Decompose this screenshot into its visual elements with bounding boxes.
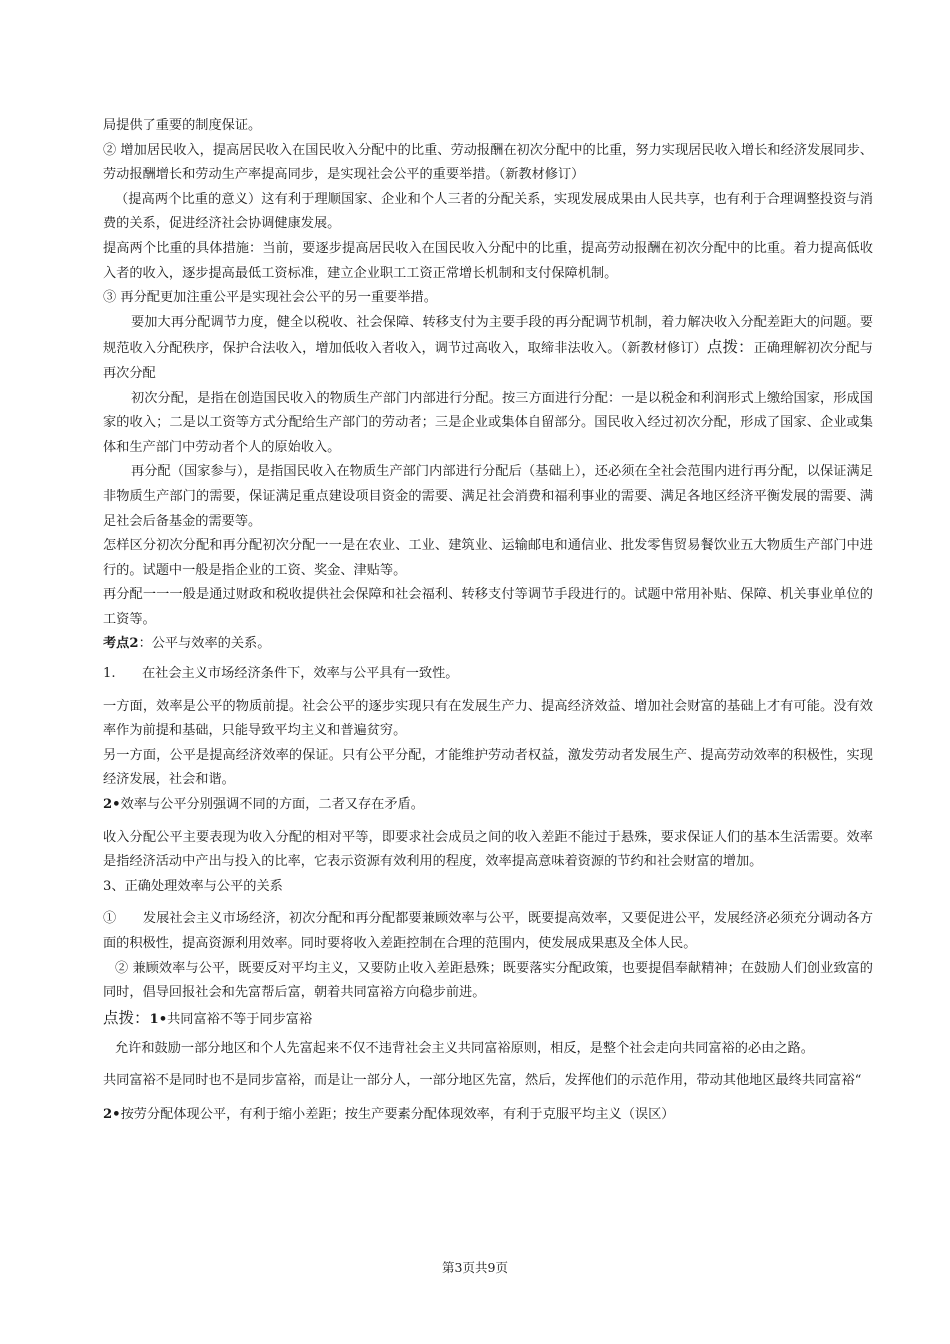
page-number-footer: 第3页共9页 <box>442 1260 508 1275</box>
hint-heading-common-prosperity <box>103 1006 873 1033</box>
paragraph-distinguish-secondary: 再分配一一一般是通过财政和税收提供社会保障和社会福利、转移支付等调节手段进行的。试题中常用补贴、保障、机关事业单位的工资等。 <box>103 587 873 627</box>
paragraph-balance-two: ② 兼顾效率与公平，既要反对平均主义，又要防止收入差距悬殊；既要落实分配政策，也要提倡奉献精神；在鼓励人们创业致富的同时，倡导回报社会和先富帮后富，朝着共同富裕方向稳步前进。 <box>103 960 873 1001</box>
paragraph-two-ratios-meaning: （提高两个比重的意义）这有利于理顺国家、企业和个人三者的分配关系，实现发展成果由人民共享，也有利于合理调整投资与消费的关系，促进经济社会协调健康发展。 <box>103 191 873 232</box>
hint-label: 点拨： <box>706 338 754 357</box>
paragraph-secondary-distribution: 再分配（国家参与），是指国民收入在物质生产部门内部进行分配后（基础上），还必须在全社会范围内进行再分配，以保证满足非物质生产部门的需要，保证满足重点建设项目资金的需要、满足社会消费和福利事业的需要、满足各地区经济平衡发展的需要、满足社会后备基金的需要等。 <box>103 464 873 529</box>
paragraph-primary-distribution: 初次分配，是指在创造国民收入的物质生产部门内部进行分配。按三方面进行分配：一是以税金和利润形式上缴给国家，形成国家的收入；二是以工资等方式分配给生产部门的劳动者；三是企业或集体自留部分。国民收入经过初次分配，形成了国家、企业或集体和生产部门中劳动者个人的原始收入。 <box>103 390 873 455</box>
paragraph-consistency: 1. 在社会主义市场经济条件下，效率与公平具有一致性。 <box>103 666 459 682</box>
paragraph-fairness-definition: 收入分配公平主要表现为收入分配的相对平等，即要求社会成员之间的收入差距不能过于悬殊，要求保证人们的基本生活需要。效率是指经济活动中产出与投入的比率，它表示资源有效利用的程度，效率提高意味着资源的节约和社会财富的增加。 <box>103 829 873 870</box>
paragraph-increase-income: ② 增加居民收入，提高居民收入在国民收入分配中的比重、劳动报酬在初次分配中的比重，努力实现居民收入增长和经济发展同步、劳动报酬增长和劳动生产率提高同步，是实现社会公平的重要举措。（新教材修订） <box>103 142 873 183</box>
document-body <box>103 114 873 1128</box>
paragraph-redistribution: ③ 再分配更加注重公平是实现社会公平的另一重要举措。 <box>103 290 437 306</box>
paragraph-redistribution-details <box>103 311 873 387</box>
paragraph-balance-one: ① 发展社会主义市场经济，初次分配和再分配都要兼顾效率与公平，既要提高效率，又要促进公平，发展经济必须充分调动各方面的积极性，提高资源利用效率。同时要将收入差距控制在合理的范围内，使发展成果惠及全体人民。 <box>103 911 873 951</box>
section-heading-handle-relation: 3、正确处理效率与公平的关系 <box>103 878 283 894</box>
paragraph-efficiency-premise: 一方面，效率是公平的物质前提。社会公平的逐步实现只有在发展生产力、提高经济效益、增加社会财富的基础上才有可能。没有效率作为前提和基础，只能导致平均主义和普遍贫穷。 <box>103 698 873 739</box>
item-text: 共同富裕不等于同步富裕 <box>167 1011 313 1027</box>
item-number: 2• <box>103 797 121 813</box>
point-label: 考点2 <box>103 636 139 652</box>
paragraph-contradiction <box>103 793 873 818</box>
point-title: ：公平与效率的关系。 <box>138 636 271 652</box>
paragraph-not-synchronous: 共同富裕不是同时也不是同步富裕，而是让一部分人，一部分地区先富，然后，发挥他们的示范作用，带动其他地区最终共同富裕“ <box>103 1072 862 1088</box>
section-heading-point2 <box>103 632 873 657</box>
item-number: 2• <box>103 1106 121 1122</box>
paragraph-misconception <box>103 1103 873 1128</box>
paragraph-intro: 局提供了重要的制度保证。 <box>103 118 262 133</box>
paragraph-allow-first-rich: 允许和鼓励一部分地区和个人先富起来不仅不违背社会主义共同富裕原则，相反，是整个社会走向共同富裕的必由之路。 <box>115 1041 814 1057</box>
item-text: 按劳分配体现公平，有利于缩小差距；按生产要素分配体现效率，有利于克服平均主义（误区） <box>120 1106 675 1122</box>
paragraph-fairness-guarantee: 另一方面，公平是提高经济效率的保证。只有公平分配，才能维护劳动者权益，激发劳动者发展生产、提高劳动效率的积极性，实现经济发展，社会和谐。 <box>103 747 873 788</box>
paragraph-two-ratios-measures: 提高两个比重的具体措施：当前，要逐步提高居民收入在国民收入分配中的比重，提高劳动报酬在初次分配中的比重。着力提高低收入者的收入，逐步提高最低工资标准，建立企业职工工资正常增长机制和支付保障机制。 <box>103 240 873 281</box>
paragraph-distinguish-primary: 怎样区分初次分配和再分配初次分配一一是在农业、工业、建筑业、运输邮电和通信业、批发零售贸易餐饮业五大物质生产部门中进行的。试题中一般是指企业的工资、奖金、津贴等。 <box>103 538 873 578</box>
hint-text: 正确理解初次分配与再次分配 <box>103 341 873 381</box>
item-text: 效率与公平分别强调不同的方面，二者又存在矛盾。 <box>120 797 424 813</box>
hint-label: 点拨： <box>103 1008 150 1027</box>
redistribution-text: 要加大再分配调节力度，健全以税收、社会保障、转移支付为主要手段的再分配调节机制，着力解决收入分配差距大的问题。要规范收入分配秩序，保护合法收入，增加低收入者收入，调节过高收入，取缔非法收入。（新教材修订） <box>103 314 873 357</box>
item-number: 1• <box>149 1011 168 1027</box>
